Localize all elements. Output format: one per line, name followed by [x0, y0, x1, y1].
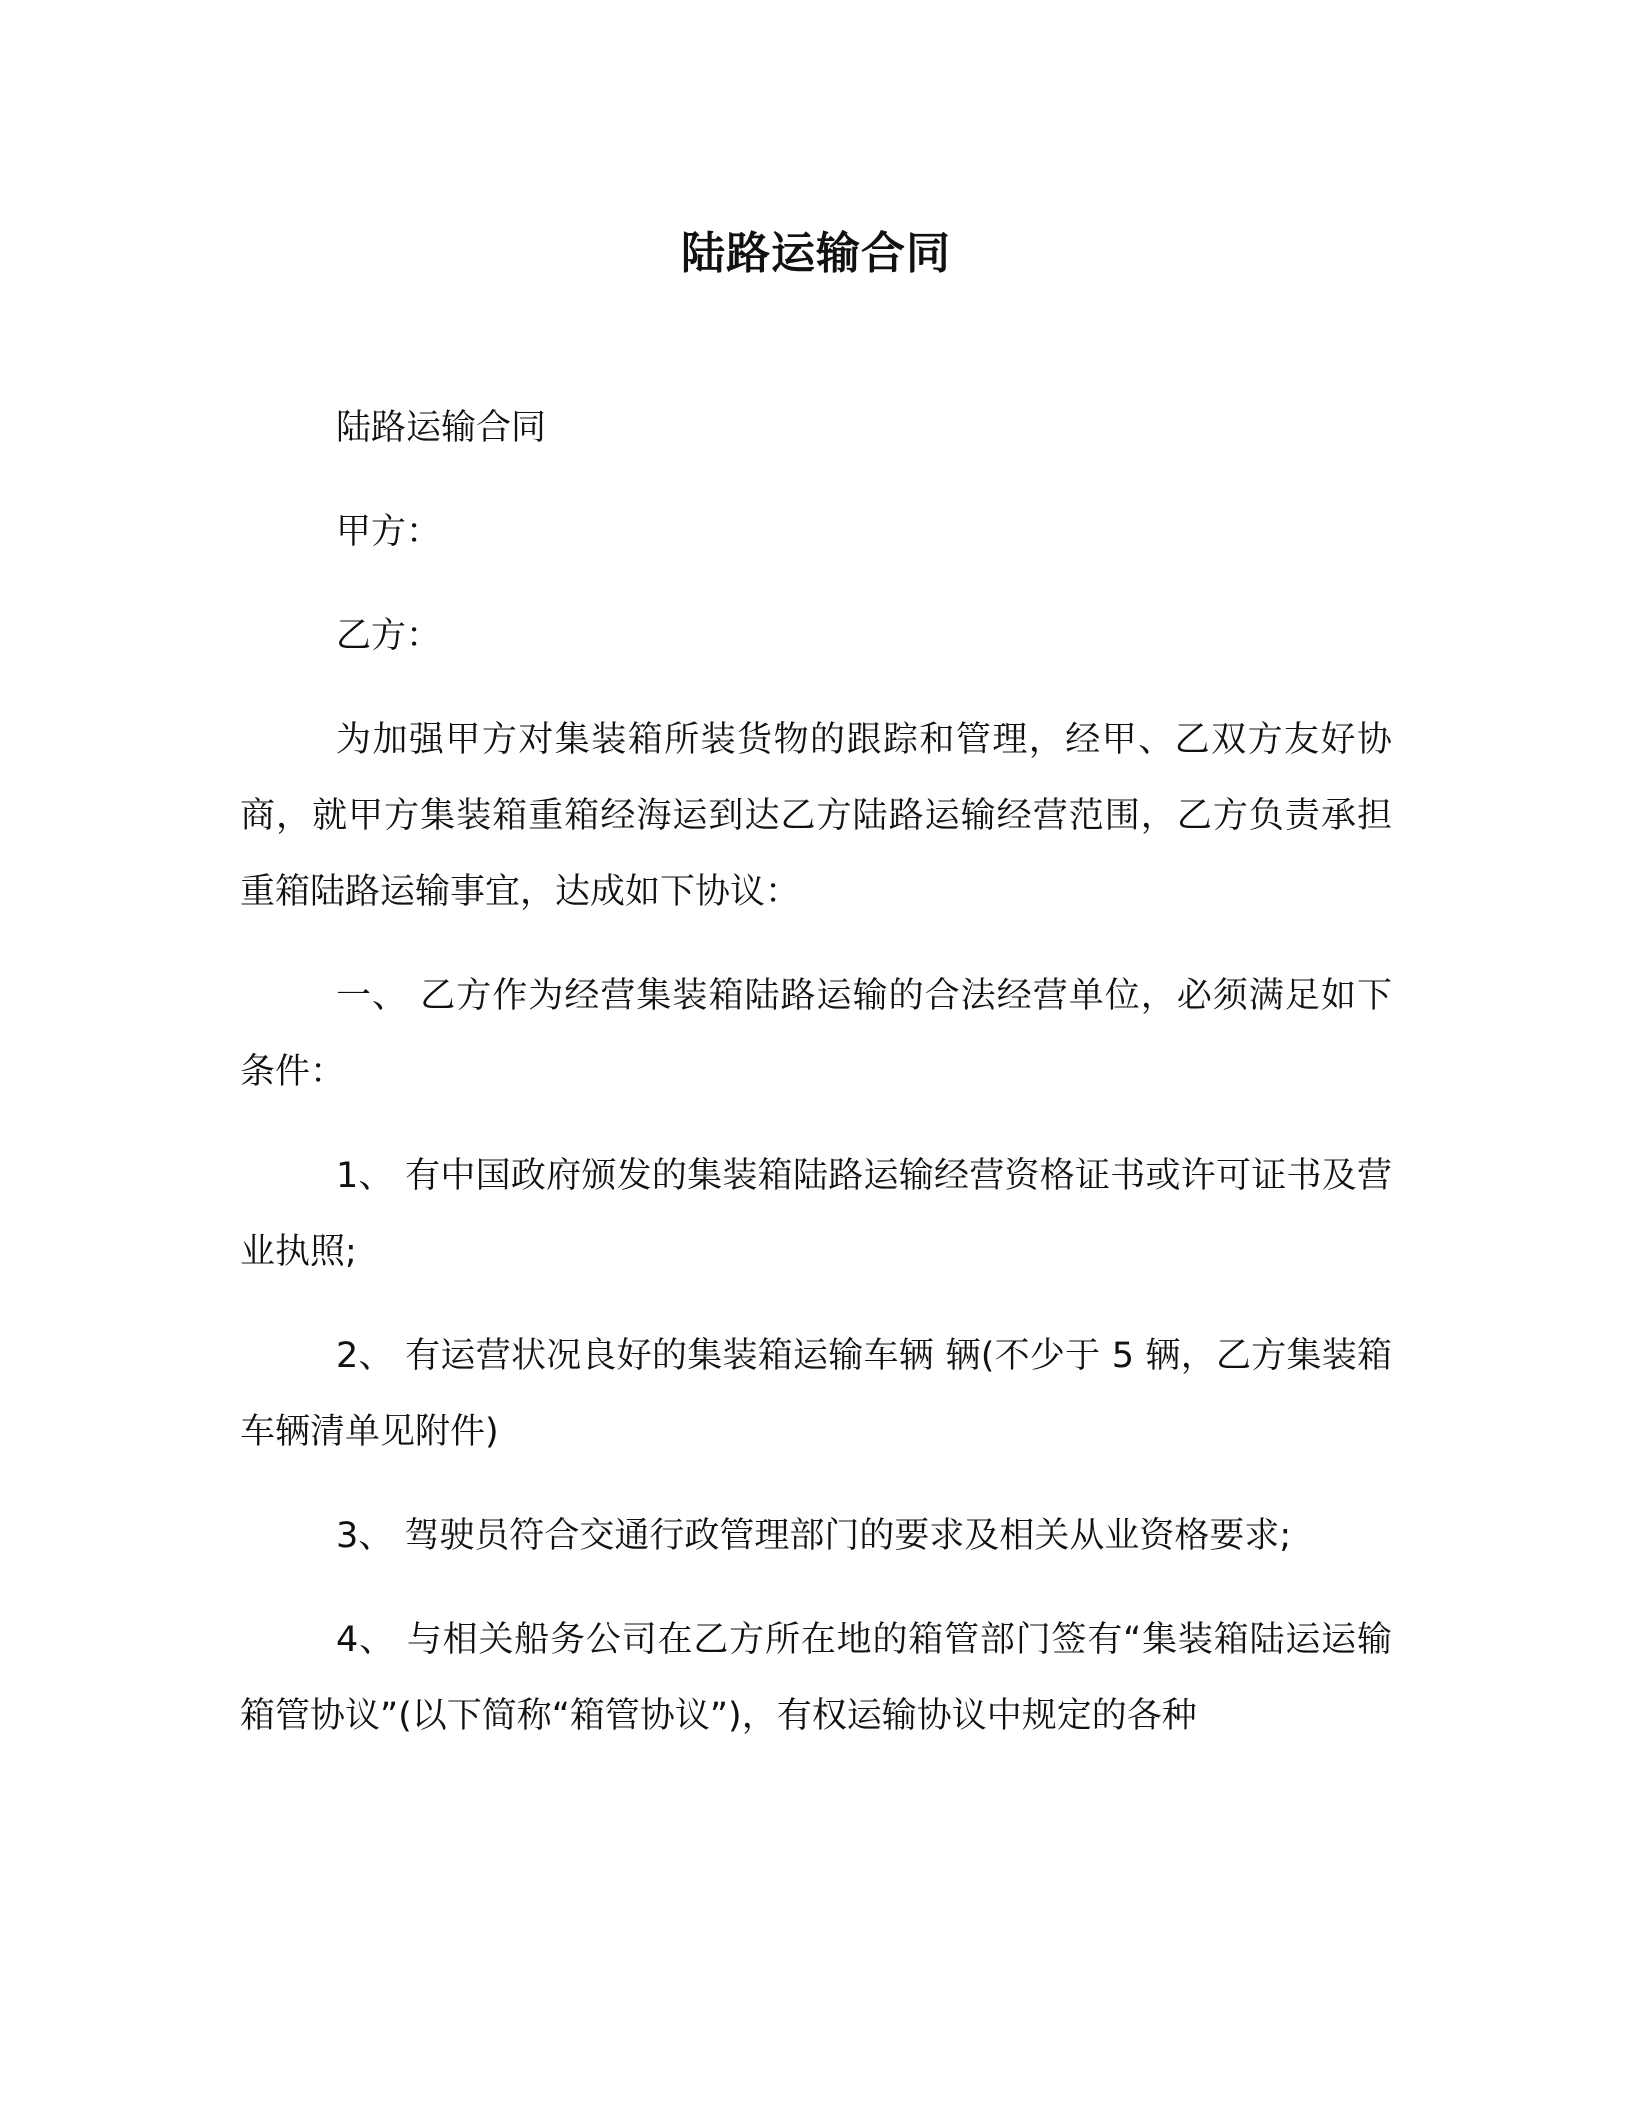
- document-body: [240, 390, 1392, 1782]
- paragraph-item-2: 2、 有运营状况良好的集装箱运输车辆 辆(不少于 5 辆，乙方集装箱车辆清单见附件): [240, 1336, 1392, 1452]
- document-title: 陆路运输合同: [681, 228, 951, 279]
- paragraph-item-4: 4、 与相关船务公司在乙方所在地的箱管部门签有“集装箱陆运运输箱管协议”(以下简称“箱管协议”)，有权运输协议中规定的各种: [240, 1620, 1392, 1736]
- paragraph-item-3: 3、 驾驶员符合交通行政管理部门的要求及相关从业资格要求;: [336, 1516, 1292, 1556]
- paragraph-party-b: 乙方：: [336, 616, 442, 656]
- paragraph-preamble: 为加强甲方对集装箱所装货物的跟踪和管理，经甲、乙双方友好协商，就甲方集装箱重箱经海运到达乙方陆路运输经营范围，乙方负责承担重箱陆路运输事宜，达成如下协议：: [240, 720, 1392, 912]
- paragraph-party-a: 甲方：: [336, 512, 442, 552]
- paragraph-subtitle: 陆路运输合同: [336, 408, 547, 448]
- paragraph-section-1: 一、 乙方作为经营集装箱陆路运输的合法经营单位，必须满足如下条件：: [240, 976, 1392, 1092]
- paragraph-item-1: 1、 有中国政府颁发的集装箱陆路运输经营资格证书或许可证书及营业执照;: [240, 1156, 1392, 1272]
